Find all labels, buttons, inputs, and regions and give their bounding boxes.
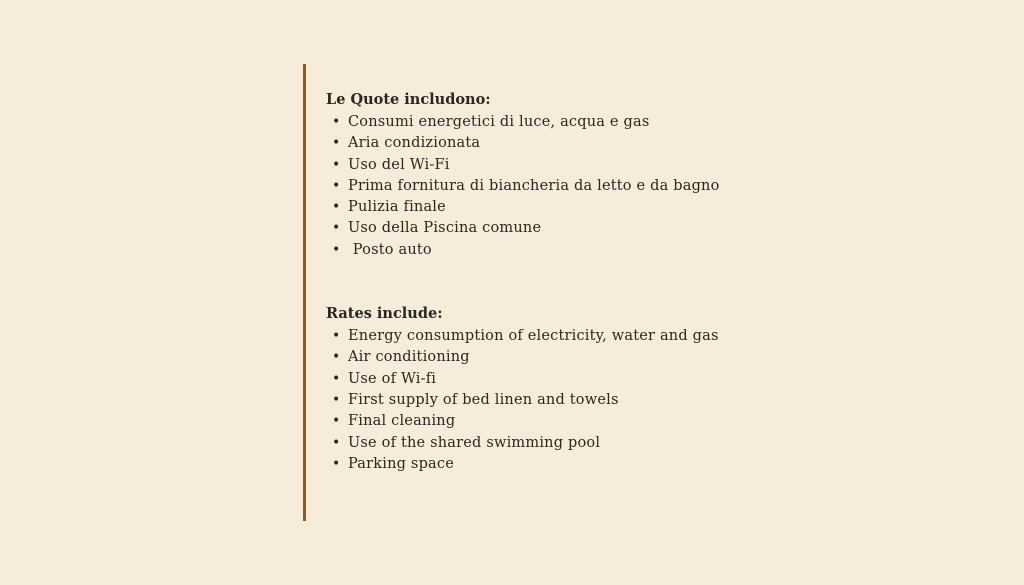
list-item [326,390,806,411]
bullet-icon: • [332,349,341,366]
list-item-text: Parking space [348,455,455,472]
bullet-icon: • [332,114,341,130]
bullet-icon: • [332,391,341,408]
list-item-text: Air conditioning [348,349,470,366]
list-item [326,155,806,176]
bullet-icon: • [332,370,341,387]
bullet-icon: • [332,220,341,237]
list-item-text: Final cleaning [348,413,456,430]
english-section [326,304,806,475]
list-item [326,326,806,347]
list-item [326,240,806,261]
list-item [326,133,806,154]
bullet-icon: • [332,177,341,194]
english-section-title: Rates include: [326,305,443,323]
bullet-icon: • [332,156,341,173]
list-item-text: Uso del Wi-Fi [348,156,450,173]
rates-content [326,90,806,475]
bullet-icon: • [332,328,341,345]
italian-section [326,90,806,261]
list-item-text: Consumi energetici di luce, acqua e gas [348,114,650,130]
bullet-icon: • [332,241,341,258]
list-item [326,454,806,475]
list-item [326,197,806,218]
italian-section-title: Le Quote includono: [326,91,491,108]
vertical-accent-rule [303,64,306,521]
bullet-icon: • [332,135,341,152]
bullet-icon: • [332,455,341,472]
italian-list [326,112,806,261]
list-item-text: Posto auto [348,241,432,258]
bullet-icon: • [332,199,341,216]
list-item-text: Pulizia finale [348,199,446,216]
list-item [326,433,806,454]
list-item-text: Aria condizionata [348,135,481,152]
list-item-text: Prima fornitura di biancheria da letto e da bagno [348,177,720,194]
bullet-icon: • [332,434,341,451]
english-list [326,326,806,475]
list-item [326,176,806,197]
list-item-text: Use of Wi-fi [348,370,437,387]
list-item [326,218,806,239]
list-item-text: Use of the shared swimming pool [348,434,601,451]
list-item-text: First supply of bed linen and towels [348,391,619,408]
list-item [326,369,806,390]
list-item [326,411,806,432]
bullet-icon: • [332,413,341,430]
list-item [326,347,806,368]
list-item [326,112,806,133]
list-item-text: Uso della Piscina comune [348,220,542,237]
list-item-text: Energy consumption of electricity, water and gas [348,328,719,345]
